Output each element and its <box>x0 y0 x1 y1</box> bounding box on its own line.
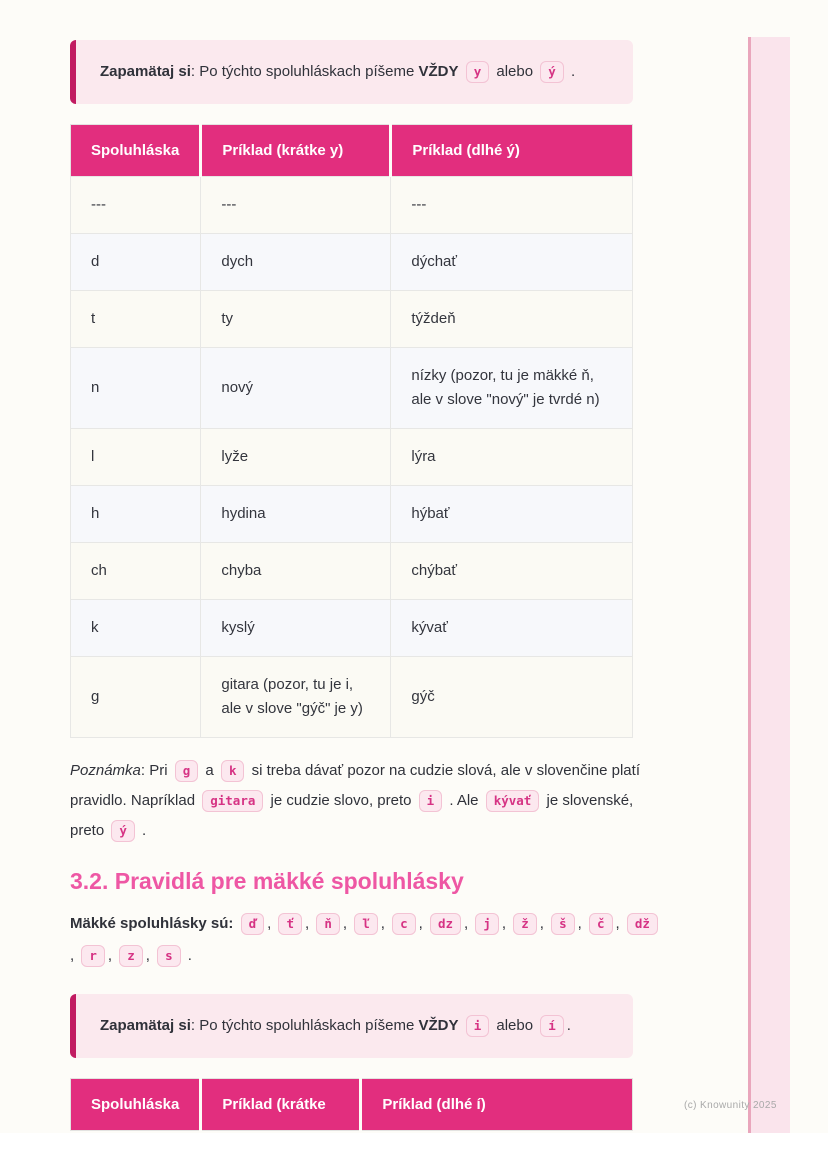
code-chip: ľ <box>354 913 378 935</box>
callout-soft-text <box>100 1015 613 1037</box>
table-cell: kývať <box>391 600 633 657</box>
italic-text: Poznámka <box>70 762 141 780</box>
bold-text: Zapamätaj si <box>100 1017 191 1035</box>
text-segment: , <box>577 915 586 933</box>
code-chip: č <box>589 913 613 935</box>
code-chip: j <box>475 913 499 935</box>
code-chip: ž <box>513 913 537 935</box>
table-header-row <box>71 125 633 177</box>
text-segment: : Pri <box>140 762 172 780</box>
table-row <box>71 291 633 348</box>
code-chip: ý <box>540 61 564 83</box>
table-row <box>71 177 633 234</box>
code-chip: ď <box>241 913 265 935</box>
table-cell: --- <box>201 177 391 234</box>
code-chip: c <box>392 913 416 935</box>
table-cell: dych <box>201 234 391 291</box>
table-cell: g <box>71 657 201 738</box>
text-segment: alebo <box>492 63 538 80</box>
table-row <box>71 348 633 429</box>
bold-text: Zapamätaj si <box>100 63 191 80</box>
table-cell: ch <box>71 543 201 600</box>
text-segment: je slovenské, preto <box>70 792 634 840</box>
code-chip: gitara <box>202 790 263 812</box>
table-header-cell: Spoluhláska <box>71 1079 201 1131</box>
table-cell: hydina <box>201 486 391 543</box>
code-chip: k <box>221 760 245 782</box>
code-chip: ň <box>316 913 340 935</box>
code-chip: y <box>466 61 490 83</box>
text-segment: . <box>566 63 576 80</box>
text-segment: : Po týchto spoluhláskach píšeme <box>190 63 419 80</box>
text-segment: si treba dávať pozor na cudzie slová, ale v slovenčine platí pravidlo. Napríklad <box>70 762 640 810</box>
remember-callout-hard <box>70 40 633 104</box>
code-chip: i <box>419 790 443 812</box>
code-chip: s <box>157 945 181 967</box>
text-segment: alebo <box>492 1017 538 1035</box>
text-segment: : Po týchto spoluhláskach píšeme <box>190 1017 419 1035</box>
bold-text: Mäkké spoluhlásky sú: <box>70 915 238 933</box>
text-segment: , <box>615 915 624 933</box>
table-cell: kyslý <box>201 600 391 657</box>
table-cell: chyba <box>201 543 391 600</box>
table-row <box>71 486 633 543</box>
note-paragraph <box>70 756 662 846</box>
table-cell: týždeň <box>391 291 633 348</box>
table-cell: gýč <box>391 657 633 738</box>
bold-text: VŽDY <box>418 63 459 80</box>
table-header-row <box>71 1079 633 1131</box>
bold-text: VŽDY <box>418 1017 459 1035</box>
code-chip: š <box>551 913 575 935</box>
table-cell: h <box>71 486 201 543</box>
text-segment <box>459 1017 463 1034</box>
table-cell: ty <box>201 291 391 348</box>
table-header-cell: Príklad (dlhé í) <box>361 1079 633 1131</box>
callout-hard-text <box>100 61 613 83</box>
remember-callout-soft <box>70 994 633 1058</box>
table-cell: lýra <box>391 429 633 486</box>
table-cell: nový <box>201 348 391 429</box>
code-chip: ý <box>111 820 135 842</box>
table-cell: --- <box>391 177 633 234</box>
table-cell: n <box>71 348 201 429</box>
text-segment: , <box>380 915 390 933</box>
code-chip: g <box>175 760 199 782</box>
table-cell: chýbať <box>391 543 633 600</box>
section-heading: 3.2. Pravidlá pre mäkké spoluhlásky <box>70 868 464 895</box>
watermark: (c) Knowunity 2025 <box>684 1100 777 1111</box>
text-segment: , <box>539 915 549 933</box>
code-chip: dz <box>430 913 461 935</box>
table-cell: gitara (pozor, tu je i, ale v slove "gýč" je y) <box>201 657 391 738</box>
text-segment: , <box>70 947 79 965</box>
table-cell: d <box>71 234 201 291</box>
code-chip: z <box>119 945 143 967</box>
table-row <box>71 429 633 486</box>
table-cell: hýbať <box>391 486 633 543</box>
table-cell: t <box>71 291 201 348</box>
text-segment: , <box>501 915 511 933</box>
text-segment: , <box>107 947 117 965</box>
table-header-cell: Príklad (dlhé ý) <box>391 125 633 177</box>
table-cell: --- <box>71 177 201 234</box>
table-row <box>71 657 633 738</box>
soft-consonants-table <box>70 1078 633 1131</box>
code-chip: kývať <box>486 790 540 812</box>
text-segment: , <box>145 947 155 965</box>
table-row <box>71 600 633 657</box>
table-cell: dýchať <box>391 234 633 291</box>
table-cell: l <box>71 429 201 486</box>
text-segment: , <box>418 915 427 933</box>
hard-consonants-table <box>70 124 633 738</box>
document-content <box>70 40 650 1131</box>
text-segment <box>459 63 463 80</box>
text-segment: , <box>342 915 352 933</box>
text-segment: , <box>304 915 314 933</box>
code-chip: r <box>81 945 105 967</box>
text-segment: . Ale <box>445 792 483 810</box>
text-segment: , <box>464 915 473 933</box>
table-header-cell: Príklad (krátke y) <box>201 125 391 177</box>
code-chip: í <box>540 1015 564 1037</box>
table-row <box>71 234 633 291</box>
text-segment: a <box>201 762 218 780</box>
table-header-cell: Spoluhláska <box>71 125 201 177</box>
text-segment: . <box>137 822 147 840</box>
text-segment: . <box>566 1017 571 1035</box>
soft-consonants-intro <box>70 908 662 972</box>
code-chip: i <box>466 1015 490 1037</box>
table-cell: lyže <box>201 429 391 486</box>
text-segment: . <box>183 947 192 965</box>
table-header-cell: Príklad (krátke <box>201 1079 361 1131</box>
text-segment: , <box>267 915 276 933</box>
table-cell: nízky (pozor, tu je mäkké ň, ale v slove "nový" je tvrdé n) <box>391 348 633 429</box>
text-segment: je cudzie slovo, preto <box>266 792 416 810</box>
code-chip: dž <box>627 913 658 935</box>
table-row <box>71 543 633 600</box>
table-cell: k <box>71 600 201 657</box>
code-chip: ť <box>278 913 302 935</box>
page-edge-strip <box>748 37 790 1133</box>
